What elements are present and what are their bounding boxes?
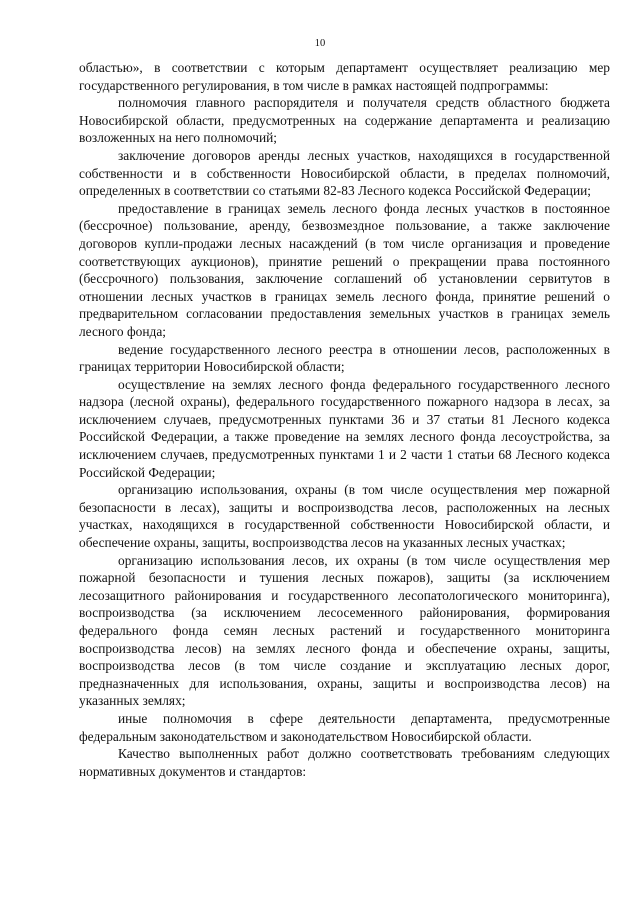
paragraph-forest-register: ведение государственного лесного реестра в отношении лесов, расположенных в границах территории Новосибирской области; xyxy=(79,341,610,375)
paragraph-regional-forest-protection: организацию использования, охраны (в том числе осуществления мер пожарной безопасности в лесах), защиты и воспроизводства лесов, расположенных на лесных участках, находящихся в государственной собственности Новосибирской области, и обеспечение охраны, защиты, воспроизводства лесов на указанных лесных участках; xyxy=(79,482,610,551)
paragraph-forest-supervision: осуществление на землях лесного фонда федерального государственного лесного надзора (лесной охраны), федерального государственного пожарного надзора в лесах, за исключением случаев, предусмотренных пунктами 36 и 37 статьи 81 Лесного кодекса Российской Федерации, а также проведение на землях лесного фонда лесоустройства, за исключением случаев, предусмотренных пунктами 1 и 2 части 1 статьи 68 Лесного кодекса Российской Федерации; xyxy=(79,376,610,480)
paragraph-lease-agreements: заключение договоров аренды лесных участков, находящихся в государственной собственности и в собственности Новосибирской области, в пределах полномочий, определенных в соответствии со статьями 82-83 Лесного кодекса Российской Федерации; xyxy=(79,147,610,199)
paragraph-quality-requirements: Качество выполненных работ должно соответствовать требованиям следующих нормативных документов и стандартов: xyxy=(79,746,610,779)
paragraph-forest-fund-management: организацию использования лесов, их охраны (в том числе осуществления мер пожарной безопасности и тушения лесных пожаров), защиты (за исключением лесозащитного районирования и государственного лесопатологического мониторинга), воспроизводства (за исключением лесосеменного районирования, формирования федерального фонда семян лесных растений и государственного мониторинга воспроизводства лесов) на землях лесного фонда и обеспечение охраны, защиты, воспроизводства лесов (в том числе создание и эксплуатацию лесных дорог, предназначенных для использования, охраны, защиты и воспроизводства лесов) на указанных землях; xyxy=(79,552,610,709)
paragraph-other-powers: иные полномочия в сфере деятельности департамента, предусмотренные федеральным законодательством и законодательством Новосибирской области. xyxy=(79,710,610,744)
document-body xyxy=(79,59,610,780)
paragraph-land-provision: предоставление в границах земель лесного фонда лесных участков в постоянное (бессрочное) пользование, аренду, безвозмездное пользование, а также заключение договоров купли-продажи лесных насаждений (в том числе организация и проведение соответствующих аукционов), принятие решений о прекращении права постоянного (бессрочного) пользования, заключение соглашений об установлении сервитутов в отношении лесных участков в границах земель лесного фонда, принятие решений о предварительном согласовании предоставления земельных участков в границах земель лесного фонда; xyxy=(79,200,610,339)
paragraph-intro: областью», в соответствии с которым департамент осуществляет реализацию мер государственного регулирования, в том числе в рамках настоящей подпрограммы: xyxy=(79,60,610,93)
page-number: 10 xyxy=(314,38,326,49)
paragraph-budget-authority: полномочия главного распорядителя и получателя средств областного бюджета Новосибирской области, предусмотренных на содержание департамента и реализацию возложенных на него полномочий; xyxy=(79,95,610,146)
